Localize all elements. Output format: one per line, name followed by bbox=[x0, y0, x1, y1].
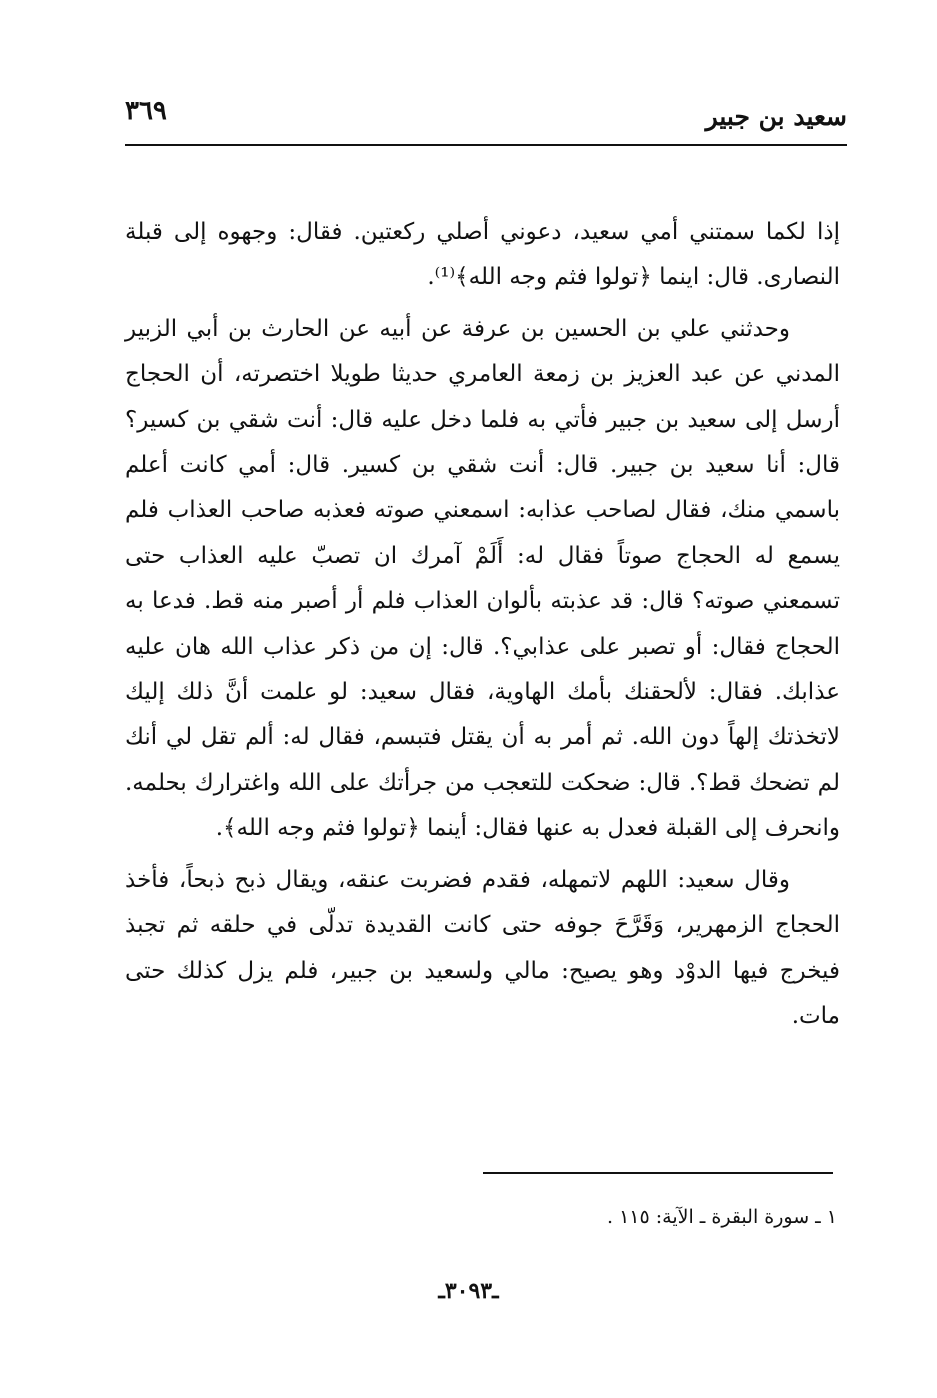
header-rule bbox=[125, 144, 847, 146]
running-title: سعيد بن جبير bbox=[705, 102, 847, 131]
folio-number: ـ٣٠٩٣ـ bbox=[438, 1278, 499, 1304]
paragraph-2: وحدثني علي بن الحسين بن عرفة عن أبيه عن الحارث بن أبي الزبير المدني عن عبد العزيز بن زمعة العامري حديثا طويلا اختصرته، أن الحجاج أرسل إلى سعيد بن جبير فأتي به فلما دخل عليه قال: أنت شقي بن كسير؟ قال: أنا سعيد بن جبير. قال: أنت شقي بن كسير. قال: أمي كانت أعلم باسمي منك، فقال لصاحب عذابه: اسمعني صوته فعذبه صاحب العذاب فلم يسمع له الحجاج صوتاً فقال له: أَلَمْ آمرك ان تصبّ عليه العذاب حتى تسمعني صوته؟ قال: قد عذبته بألوان العذاب فلم أر أصبر منه قط. فدعا به الحجاج فقال: أو تصبر على عذابي؟. قال: إن من ذكر عذاب الله هان عليه عذابك. فقال: لألحقنك بأمك الهاوية، فقال سعيد: لو علمت أنَّ ذلك إليك لاتخذتك إلهاً دون الله. ثم أمر به أن يقتل فتبسم، فقال له: ألم تقل لي أنك لم تضحك قط؟. قال: ضحكت للتعجب من جرأتك على الله واغترارك بحلمه. وانحرف إلى القبلة فعدل به عنها فقال: أينما ﴿تولوا فثم وجه الله﴾. bbox=[125, 315, 840, 842]
running-head bbox=[125, 88, 847, 148]
body-text bbox=[125, 210, 840, 1039]
footnote-rule bbox=[483, 1172, 833, 1174]
page-number: ٣٦٩ bbox=[125, 96, 167, 126]
footnote: ١ ـ سورة البقرة ـ الآية: ١١٥ . bbox=[606, 1206, 837, 1228]
paragraph-3: وقال سعيد: اللهم لاتمهله، فقدم فضربت عنقه، ويقال ذبح ذبحاً، فأخذ الحجاج الزمهرير، وَقَرَّحَ جوفه حتى كانت القديدة تدلّى في حلقه ثم تجبذ فيخرج فيها الدوْد وهو يصيح: مالي ولسعيد بن جبير، فلم يزل كذلك حتى مات. bbox=[125, 866, 840, 1029]
paragraph-1: إذا لكما سمتني أمي سعيد، دعوني أصلي ركعتين. فقال: وجهوه إلى قبلة النصارى. قال: اينما ﴿تولوا فثم وجه الله﴾⁽¹⁾. bbox=[125, 219, 840, 291]
